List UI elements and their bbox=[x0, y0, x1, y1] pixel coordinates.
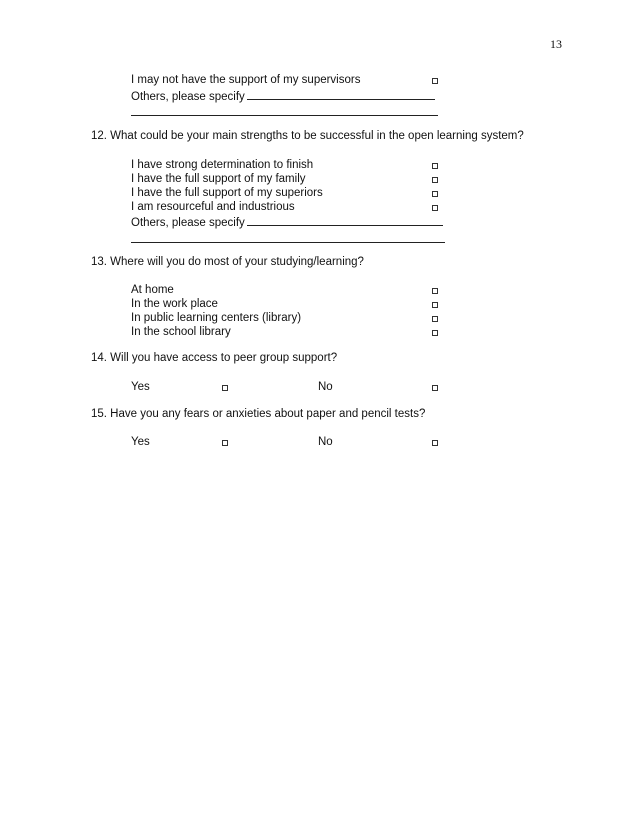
question-14: 14. Will you have access to peer group support? bbox=[91, 352, 338, 364]
checkbox-public-learning-centers[interactable] bbox=[432, 316, 438, 322]
option-yes-14: Yes bbox=[131, 381, 150, 393]
option-family-support: I have the full support of my family bbox=[131, 173, 306, 185]
option-superiors-support: I have the full support of my superiors bbox=[131, 187, 323, 199]
option-yes-15: Yes bbox=[131, 436, 150, 448]
checkbox-superiors-support[interactable] bbox=[432, 191, 438, 197]
specify-field-12[interactable] bbox=[247, 214, 443, 226]
question-13: 13. Where will you do most of your studying/learning? bbox=[91, 256, 364, 268]
checkbox-school-library[interactable] bbox=[432, 330, 438, 336]
specify-field-top[interactable] bbox=[247, 88, 435, 100]
specify-line-12[interactable] bbox=[131, 242, 445, 243]
checkbox-work-place[interactable] bbox=[432, 302, 438, 308]
option-work-place: In the work place bbox=[131, 298, 218, 310]
option-no-14: No bbox=[318, 381, 333, 393]
checkbox-family-support[interactable] bbox=[432, 177, 438, 183]
question-12: 12. What could be your main strengths to be successful in the open learning system? bbox=[91, 130, 524, 142]
specify-line-top[interactable] bbox=[131, 115, 438, 116]
option-others-specify-12: Others, please specify bbox=[131, 214, 443, 230]
page-number: 13 bbox=[550, 37, 562, 51]
option-public-learning-centers: In public learning centers (library) bbox=[131, 312, 302, 324]
checkbox-at-home[interactable] bbox=[432, 288, 438, 294]
option-others-specify-top: Others, please specify bbox=[131, 88, 435, 104]
checkbox-resourceful[interactable] bbox=[432, 205, 438, 211]
checkbox-no-15[interactable] bbox=[432, 440, 438, 446]
checkbox-yes-15[interactable] bbox=[222, 440, 228, 446]
option-at-home: At home bbox=[131, 284, 174, 296]
option-strong-determination: I have strong determination to finish bbox=[131, 159, 314, 171]
option-no-15: No bbox=[318, 436, 333, 448]
question-15: 15. Have you any fears or anxieties about paper and pencil tests? bbox=[91, 408, 426, 420]
option-no-supervisor-support: I may not have the support of my supervisors bbox=[131, 74, 361, 86]
checkbox-no-14[interactable] bbox=[432, 385, 438, 391]
option-resourceful: I am resourceful and industrious bbox=[131, 201, 295, 213]
checkbox-yes-14[interactable] bbox=[222, 385, 228, 391]
checkbox-no-supervisor-support[interactable] bbox=[432, 78, 438, 84]
option-school-library: In the school library bbox=[131, 326, 231, 338]
checkbox-strong-determination[interactable] bbox=[432, 163, 438, 169]
